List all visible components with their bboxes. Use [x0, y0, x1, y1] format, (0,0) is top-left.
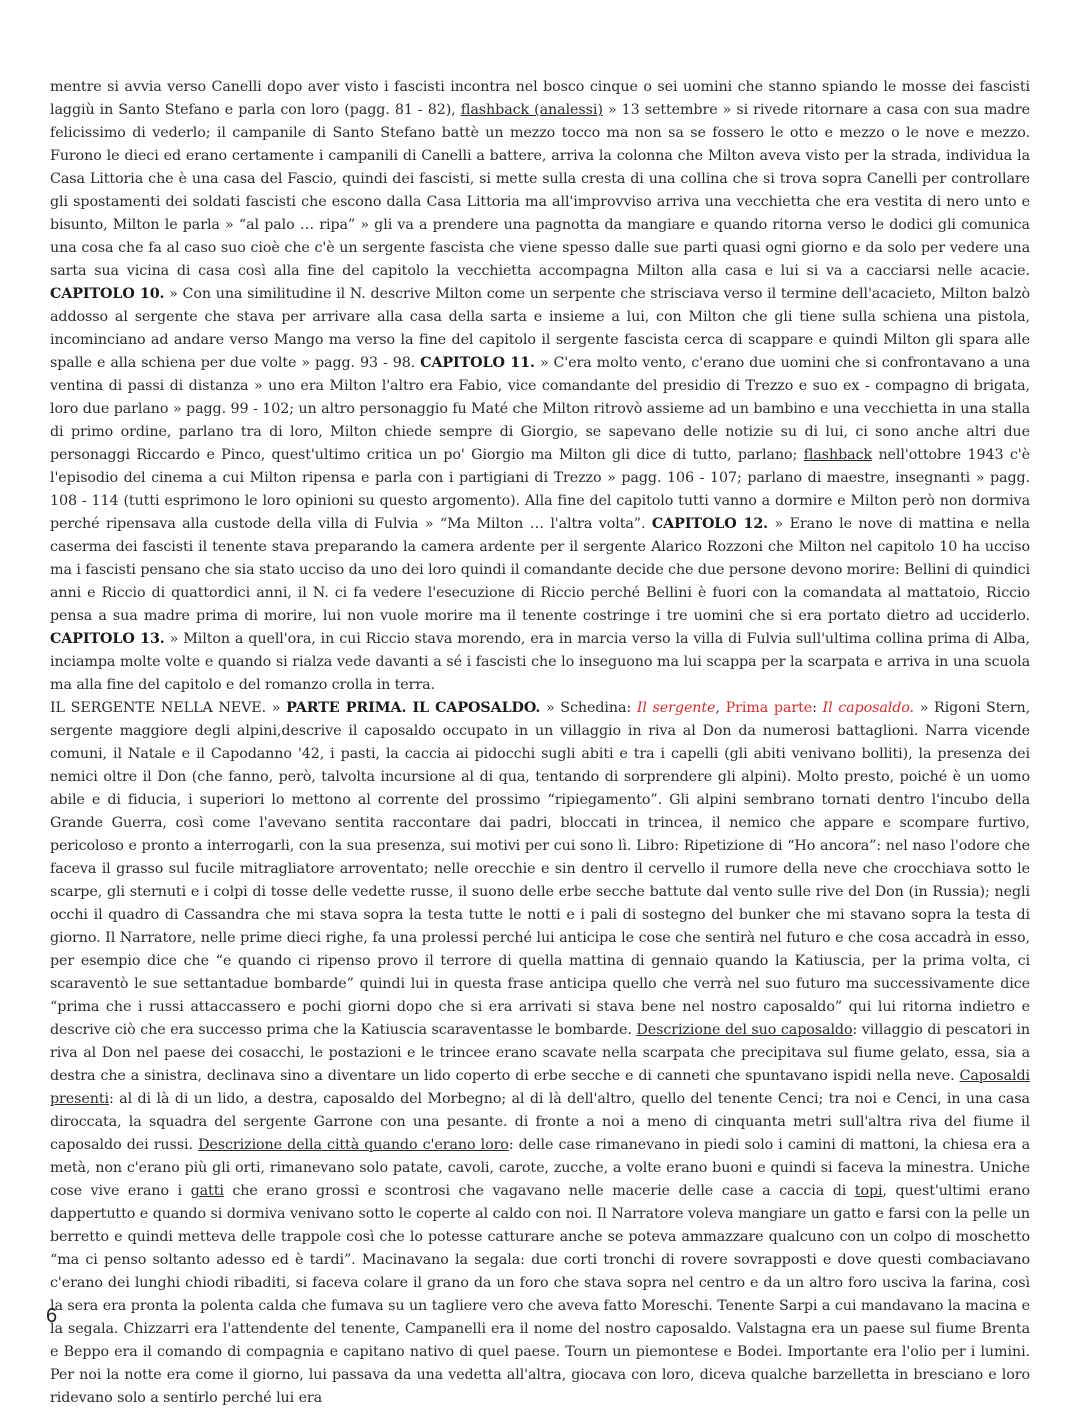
chapter-heading: CAPITOLO 11. — [420, 355, 535, 371]
part-heading: PARTE PRIMA. IL CAPOSALDO. — [286, 700, 541, 716]
chapter-heading: CAPITOLO 10. — [50, 286, 165, 302]
highlighted-term: Prima parte — [725, 700, 813, 716]
page-number: 6 — [46, 1305, 58, 1327]
chapter-heading: CAPITOLO 12. — [651, 516, 769, 532]
underlined-term: Caposaldi presenti — [50, 1068, 1030, 1107]
underlined-term: flashback (analessi) — [460, 102, 603, 118]
paragraph-la-paga-del-sabato-summary: mentre si avvia verso Canelli dopo aver visto i fascisti incontra nel bosco cinque o sei uomini che stanno spiando le mosse dei fascisti laggiù in Santo Stefano e parla con loro (pagg. 81 - 82), flashback (analessi) » 13 settembre » si rivede ritornare a casa con sua madre felicissimo di vederlo; il campanile di Santo Stefano battè un mezzo tocco ma non sa se fossero le otto e mezzo o le nove e mezzo. Furono le dieci ed erano certamente i campanili di Canelli a battere, arriva la colonna che Milton aveva visto per la strada, individua la Casa Littoria che è una casa del Fascio, quindi dei fascisti, si mette sulla cresta di una collina che si trova sopra Canelli per controllare gli spostamenti dei soldati fascisti che escono dalla Casa Littoria ma all'improvviso arriva una vecchietta che era vestita di nero unto e bisunto, Milton le parla » “al palo … ripa” » gli va a prendere una pagnotta da mangiare e quando ritorna verso le dodici gli comunica una cosa che fa al caso suo cioè che c'è un sergente fascista che viene spesso dalle sue parti quasi ogni giorno e da solo per vedere una sarta sua vicina di casa così alla fine del capitolo la vecchietta accompagna Milton alla casa e lui si va a cacciarsi nelle acacie. CAPITOLO 10. » Con una similitudine il N. descrive Milton come un serpente che strisciava verso il termine dell'acacieto, Milton balzò addosso al sergente che stava per arrivare alla casa della sarta e insieme a lui, con Milton che gli tiene sulla schiena una pistola, incominciano ad andare verso Mango ma verso la fine del capitolo il sergente fascista cerca di scappare e quindi Milton gli spara alle spalle e alla schiena per due volte » pagg. 93 - 98. CAPITOLO 11. » C'era molto vento, c'erano due uomini che si confrontavano a una ventina di passi di distanza » uno era Milton l'altro era Fabio, vice comandante del presidio di Trezzo e suo ex - compagno di brigata, loro due parlano » pagg. 99 - 102; un altro personaggio fu Maté che Milton ritrovò assieme ad un bambino e una vecchietta in una stalla di primo ordine, parlano tra di loro, Milton chiede sempre di Giorgio, se sapevano delle notizie su di lui, ci sono anche altri due personaggi Riccardo e Pinco, quest'ultimo critica un po' Giorgio ma Milton gli dice di tutto, parlano; flashback nell'ottobre 1943 c'è l'episodio del cinema a cui Milton ripensa e parla con i partigiani di Trezzo » pagg. 106 - 107; parlano di maestre, insegnanti » pagg. 108 - 114 (tutti esprimono le loro opinioni su questo argomento). Alla fine del capitolo tutti vanno a dormire e Milton però non dormiva perché ripensava alla custode della villa di Fulvia » “Ma Milton … l'altra volta”. CAPITOLO 12. » Erano le nove di mattina e nella caserma dei fascisti il tenente stava preparando la camera ardente per il sergente Alarico Rozzoni che Milton nel capitolo 10 ha ucciso ma i fascisti pensano che sia stato ucciso da uno dei loro quindi il comandante decide che due persone devono morire: Bellini di quindici anni e Riccio di quattordici anni, il N. ci fa vedere l'esecuzione di Riccio perché Bellini è fuori con la comandata al mattatoio, Riccio pensa a sua madre prima di morire, lui non vuole morire ma il tenente costringe i tre uomini che si era portato dietro ad ucciderlo. CAPITOLO 13. » Milton a quell'ora, in cui Riccio stava morendo, era in marcia verso la villa di Fulvia sull'ultima collina prima di Alba, inciampa molte volte e quando si rialza vede davanti a sé i fascisti che lo inseguono ma lui scappa per la scarpata e arriva in una scuola ma alla fine del capitolo e del romanzo crolla in terra. — [50, 79, 1031, 693]
underlined-term: Descrizione della città quando c'erano loro — [198, 1137, 509, 1153]
chapter-heading: CAPITOLO 13. — [50, 631, 165, 647]
document-body — [50, 76, 1030, 1410]
highlighted-term: Il sergente — [636, 700, 716, 716]
section-title: IL SERGENTE NELLA NEVE. — [50, 700, 272, 716]
underlined-term: flashback — [803, 447, 873, 463]
highlighted-term: Il caposaldo. — [822, 700, 915, 716]
underlined-term: topi — [854, 1183, 883, 1199]
underlined-term: gatti — [190, 1183, 224, 1199]
underlined-term: Descrizione del suo caposaldo — [636, 1022, 853, 1038]
paragraph-sergente-nella-neve: IL SERGENTE NELLA NEVE. » PARTE PRIMA. IL CAPOSALDO. » Schedina: Il sergente, Prima parte: Il caposaldo. » Rigoni Stern, sergente maggiore degli alpini,descrive il caposaldo occupato in un villaggio in riva al Don da numerosi battaglioni. Narra vicende comuni, il Natale e il Capodanno '42, i pasti, la caccia ai pidocchi sugli abiti e tra i capelli (gli abiti venivano bolliti), la presenza dei nemici oltre il Don (che fanno, però, talvolta incursione al di qua, tentando di sorprendere gli alpini). Molto presto, poiché è un uomo abile e di fiducia, i superiori lo mettono al corrente del prossimo “ripiegamento”. Gli alpini sembrano tornati dentro l'incubo della Grande Guerra, così come l'avevano sentita raccontare dai padri, bloccati in trincea, il nemico che appare e scompare furtivo, pericoloso e pronto a interrogarli, con la sua presenza, sui motivi per cui sono lì. Libro: Ripetizione di “Ho ancora”: nel naso l'odore che faceva il grasso sul fucile mitragliatore arroventato; nelle orecchie e sin dentro il cervello il rumore della neve che crocchiava sotto le scarpe, gli sternuti e i colpi di tosse delle vedette russe, il suono delle erbe secche battute dal vento sulle rive del Don (in Russia); negli occhi il quadro di Cassandra che mi stava sopra la testa tutte le notti e i pali di sostegno del bunker che mi stavano sopra la testa di giorno. Il Narratore, nelle prime dieci righe, fa una prolessi perché lui anticipa le cose che sentirà nel futuro e che cosa accadrà in esso, per esempio dice che “e quando ci ripenso provo il terrore di quella mattina di gennaio quando la Katiuscia, per la prima volta, ci scaraventò le sue settantadue bombarde” quindi lui in questa frase anticipa quello che verrà nel suo futuro ma successivamente dice “prima che i russi attaccassero e pochi giorni dopo che si era arrivati si stava bene nel nostro caposaldo” qui lui ritorna indietro e descrive ciò che era successo prima che la Katiuscia scaraventasse le bombarde. Descrizione del suo caposaldo: villaggio di pescatori in riva al Don nel paese dei cosacchi, le postazioni e le trincee erano scavate nella scarpata che precipitava sul fiume gelato, essa, sia a destra che a sinistra, declinava sino a diventare un lido coperto di erbe secche e di canneti che spuntavano ispidi nella neve. Caposaldi presenti: al di là di un lido, a destra, caposaldo del Morbegno; al di là dell'altro, quello del tenente Cenci; tra noi e Cenci, in una casa diroccata, la squadra del sergente Garrone con una pesante. di fronte a noi a meno di cinquanta metri sull'altra riva del fiume il caposaldo dei russi. Descrizione della città quando c'erano loro: delle case rimanevano in piedi solo i camini di mattoni, la chiesa era a metà, non c'erano più gli orti, rimanevano solo patate, cavoli, carote, zucche, a volte erano buoni e quindi si faceva la minestra. Uniche cose vive erano i gatti che erano grossi e scontrosi che vagavano nelle macerie delle case a caccia di topi, quest'ultimi erano dappertutto e quando si dormiva venivano sotto le coperte al caldo con noi. Il Narratore voleva mangiare un gatto e farsi con la pelle un berretto e quindi metteva delle trappole così che lo potesse catturare anche se poteva ammazzare qualcuno con un colpo di moschetto “ma ci penso soltanto adesso ed è tardi”. Macinavano la segala: due corti tronchi di rovere sovrapposti e dove questi combaciavano c'erano dei lunghi chiodi ribaditi, si faceva colare il grano da un foro che stava sopra nel centro e da un altro foro usciva la farina, così la sera era pronta la polenta calda che fumava su un tagliere vero che aveva fatto Moreschi. Tenente Sarpi a cui mandavano la macina e la segala. Chizzarri era l'attendente del tenente, Campanelli era il nome del nostro caposaldo. Valstagna era un paese sul fiume Brenta e Beppo era il comando di compagnia e capitano nativo di quel paese. Tourn un piemontese e Bodei. Importante era l'olio per i lumini. Per noi la notte era come il giorno, lui passava da una vedetta all'altra, giocava con loro, diceva qualche barzelletta in bresciano e loro ridevano solo a sentirlo perché lui era — [50, 700, 1031, 1406]
